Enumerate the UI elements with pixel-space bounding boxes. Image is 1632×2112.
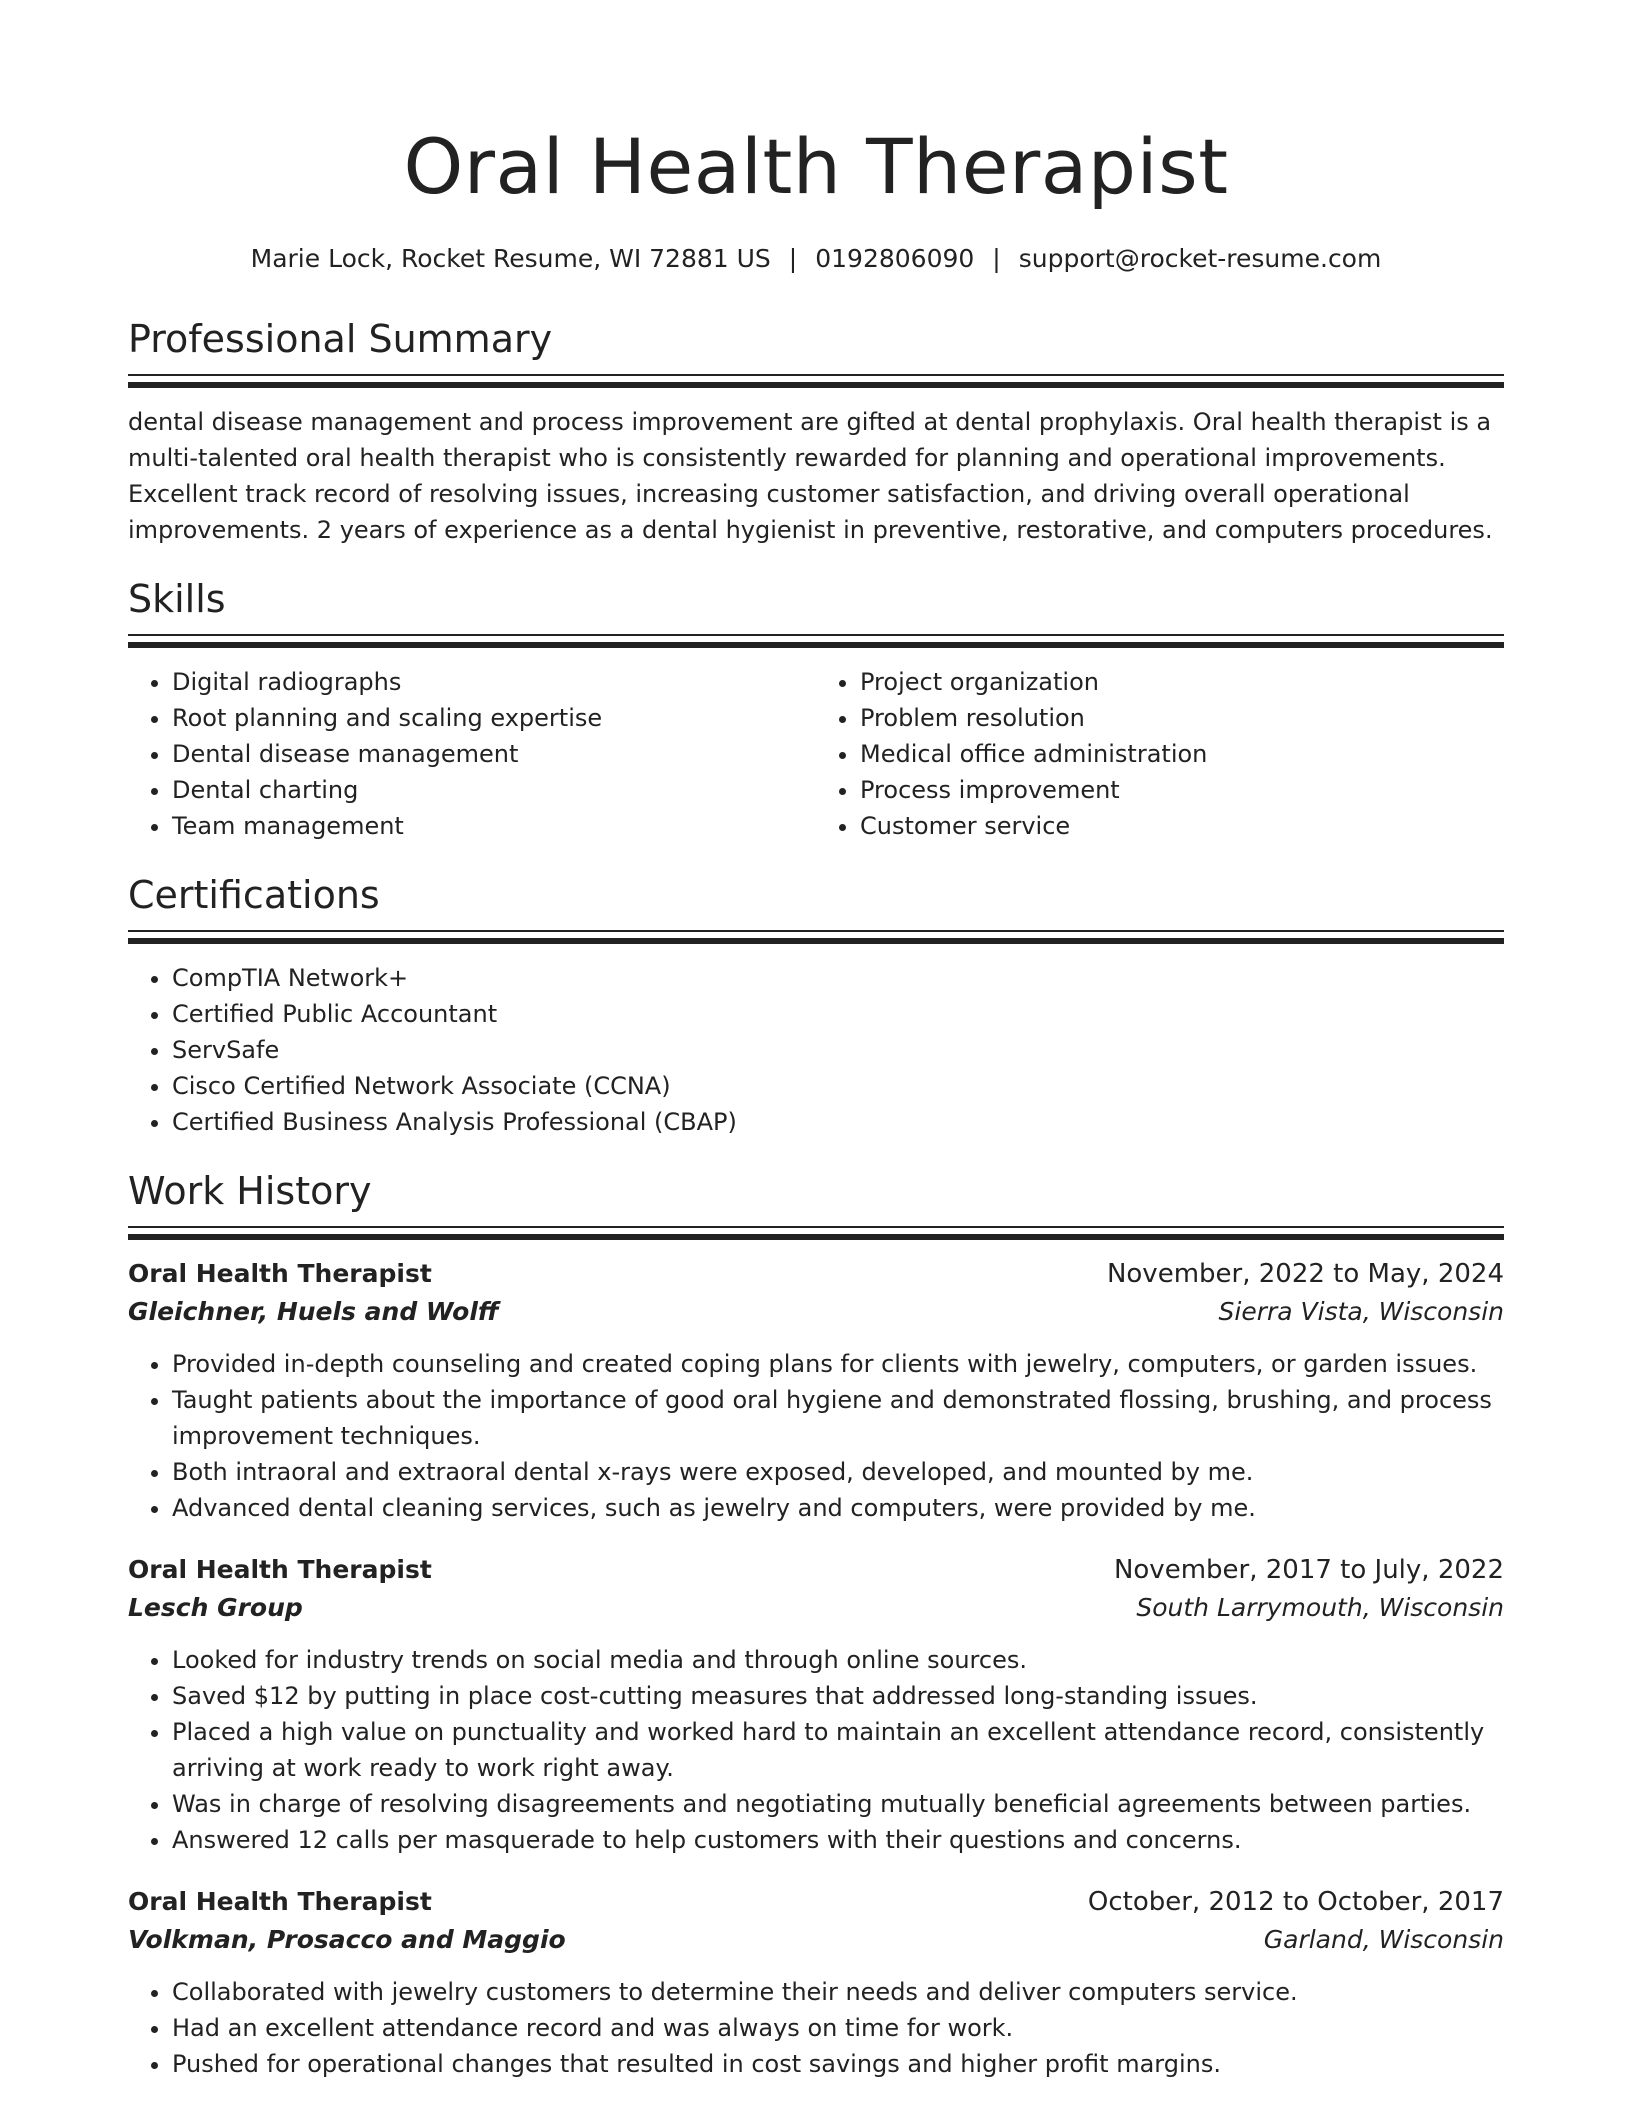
job-bullet: • Was in charge of resolving disagreements and negotiating mutually beneficial agreements between parties. (172, 1786, 1504, 1822)
job-bullet: • Looked for industry trends on social media and through online sources. (172, 1642, 1504, 1678)
certifications-section (128, 870, 1504, 1140)
section-divider (128, 374, 1504, 388)
job-bullet: • Had an excellent attendance record and was always on time for work. (172, 2010, 1504, 2046)
job-bullet: • Provided in-depth counseling and created coping plans for clients with jewelry, computers, or garden issues. (172, 1346, 1504, 1382)
job-location: Sierra Vista, Wisconsin (1218, 1297, 1504, 1326)
skill-item: • Process improvement (860, 772, 1504, 808)
job-dates: November, 2022 to May, 2024 (1106, 1259, 1504, 1289)
job-bullet: • Saved $12 by putting in place cost-cutting measures that addressed long-standing issues. (172, 1678, 1504, 1714)
contact-email[interactable]: support@rocket-resume.com (1018, 244, 1382, 273)
section-divider (128, 634, 1504, 648)
section-heading-work-history: Work History (128, 1169, 372, 1213)
job-bullets (128, 1974, 1504, 2082)
skills-list-left (128, 664, 816, 844)
certification-item: • CompTIA Network+ (172, 960, 1504, 996)
section-divider (128, 1226, 1504, 1240)
job-dates: October, 2012 to October, 2017 (1087, 1887, 1504, 1917)
contact-separator: | (788, 244, 798, 273)
skill-item: • Team management (172, 808, 816, 844)
job-location: South Larrymouth, Wisconsin (1136, 1593, 1504, 1622)
skill-item: • Project organization (860, 664, 1504, 700)
certifications-list (128, 960, 1504, 1140)
job-title: Oral Health Therapist (128, 1259, 432, 1288)
skill-item: • Digital radiographs (172, 664, 816, 700)
work-history-section (128, 1166, 1504, 2082)
contact-address: Marie Lock, Rocket Resume, WI 72881 US (250, 244, 771, 273)
resume-title: Oral Health Therapist (403, 122, 1229, 211)
skill-item: • Dental disease management (172, 736, 816, 772)
skill-item: • Customer service (860, 808, 1504, 844)
certification-item: • Certified Public Accountant (172, 996, 1504, 1032)
skill-item: • Dental charting (172, 772, 816, 808)
job-bullet: • Taught patients about the importance of good oral hygiene and demonstrated flossing, brushing, and process improvement techniques. (172, 1382, 1504, 1454)
skill-item: • Problem resolution (860, 700, 1504, 736)
summary-text: dental disease management and process improvement are gifted at dental prophylaxis. Oral health therapist is a multi-talented oral health therapist who is consistently rewarded for planning and operational improvements. Excellent track record of resolving issues, increasing customer satisfaction, and driving overall operational improvements. 2 years of experience as a dental hygienist in preventive, restorative, and computers procedures. (128, 408, 1493, 544)
section-heading-skills: Skills (128, 577, 226, 621)
job-entry (128, 1552, 1504, 1858)
job-title: Oral Health Therapist (128, 1555, 432, 1584)
skills-grid (128, 664, 1504, 844)
job-title: Oral Health Therapist (128, 1887, 432, 1916)
job-bullet: • Collaborated with jewelry customers to determine their needs and deliver computers service. (172, 1974, 1504, 2010)
job-subheader-row (128, 1292, 1504, 1332)
job-entry (128, 1884, 1504, 2082)
job-subheader-row (128, 1588, 1504, 1628)
job-company: Volkman, Prosacco and Maggio (128, 1925, 566, 1954)
job-bullet: • Pushed for operational changes that resulted in cost savings and higher profit margins. (172, 2046, 1504, 2082)
contact-phone: 0192806090 (815, 244, 975, 273)
certification-item: • Certified Business Analysis Professional (CBAP) (172, 1104, 1504, 1140)
job-bullets (128, 1642, 1504, 1858)
job-header-row (128, 1256, 1504, 1292)
summary-section (128, 314, 1504, 548)
section-divider (128, 930, 1504, 944)
skills-column-left (128, 664, 816, 844)
job-dates: November, 2017 to July, 2022 (1113, 1555, 1504, 1585)
job-header-row (128, 1884, 1504, 1920)
section-heading-certifications: Certifications (128, 873, 380, 917)
job-bullet: • Advanced dental cleaning services, such as jewelry and computers, were provided by me. (172, 1490, 1504, 1526)
job-subheader-row (128, 1920, 1504, 1960)
skill-item: • Medical office administration (860, 736, 1504, 772)
certification-item: • ServSafe (172, 1032, 1504, 1068)
job-bullets (128, 1346, 1504, 1526)
job-header-row (128, 1552, 1504, 1588)
contact-separator: | (992, 244, 1001, 273)
job-entry (128, 1256, 1504, 1526)
skill-item: • Root planning and scaling expertise (172, 700, 816, 736)
job-bullet: • Answered 12 calls per masquerade to help customers with their questions and concerns. (172, 1822, 1504, 1858)
skills-section (128, 574, 1504, 844)
job-bullet: • Both intraoral and extraoral dental x-rays were exposed, developed, and mounted by me. (172, 1454, 1504, 1490)
skills-list-right (816, 664, 1504, 844)
job-company: Gleichner, Huels and Wolff (128, 1297, 499, 1326)
job-company: Lesch Group (128, 1593, 303, 1622)
contact-line (128, 242, 1504, 276)
certification-item: • Cisco Certified Network Associate (CCNA) (172, 1068, 1504, 1104)
job-bullet: • Placed a high value on punctuality and worked hard to maintain an excellent attendance record, consistently arriving at work ready to work right away. (172, 1714, 1504, 1786)
job-location: Garland, Wisconsin (1263, 1925, 1504, 1954)
section-heading-summary: Professional Summary (128, 317, 553, 361)
skills-column-right (816, 664, 1504, 844)
